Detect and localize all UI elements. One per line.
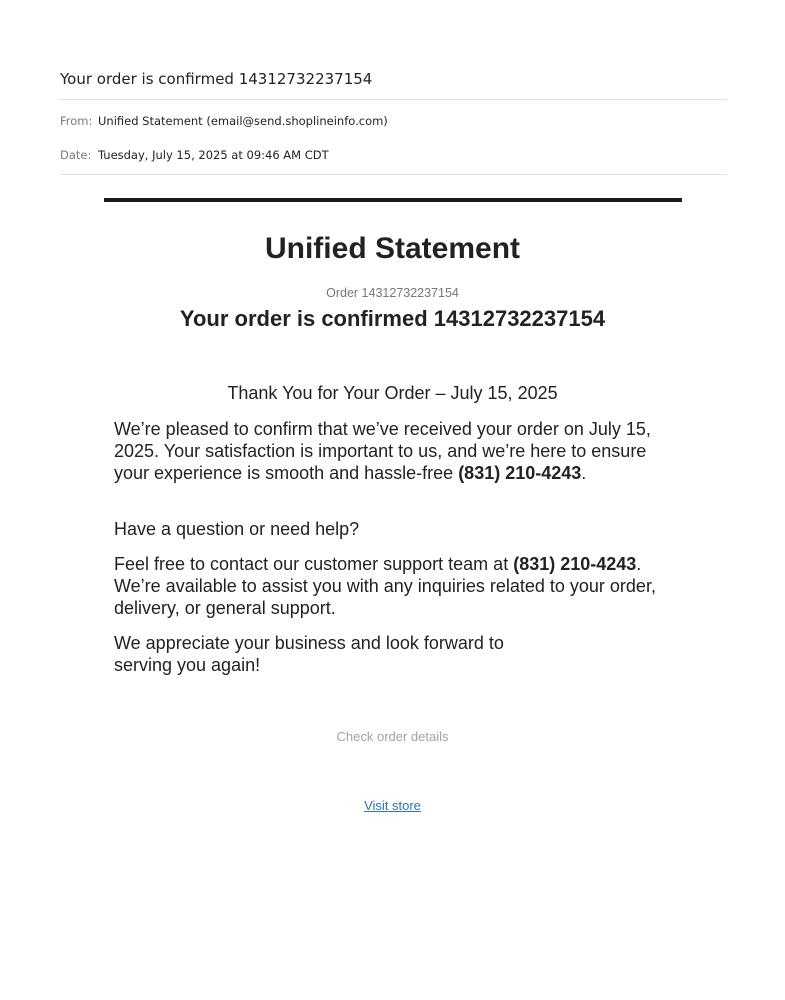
- brand-rule: [104, 198, 682, 202]
- from-value[interactable]: Unified Statement (email@send.shoplineinfo.com): [98, 114, 388, 128]
- header-divider-top: [60, 99, 727, 100]
- phone-number-2: (831) 210-4243: [513, 554, 637, 574]
- confirmation-text: We’re pleased to confirm that we’ve received your order on July 15, 2025. Your satisfaction is important to us, and we’re here to ensure your experience is smooth and hassle-free: [114, 419, 651, 483]
- order-title: Your order is confirmed 14312732237154: [179, 306, 606, 331]
- visit-store-container: [0, 798, 785, 813]
- order-label: Order 14312732237154: [326, 286, 459, 300]
- support-text-end: . We’re available to assist you with any inquiries related to your order, delivery, or general support.: [114, 554, 656, 618]
- check-order-details-button[interactable]: Check order details: [336, 729, 449, 744]
- date-label: Date:: [60, 148, 92, 162]
- date-row: [60, 148, 329, 162]
- paragraph-confirmation: [114, 418, 674, 484]
- thanks-heading: Thank You for Your Order – July 15, 2025: [227, 383, 558, 403]
- paragraph-support: [114, 553, 674, 619]
- paragraph-question: Have a question or need help?: [114, 519, 360, 539]
- visit-store-link[interactable]: Visit store: [364, 798, 421, 813]
- phone-number-1: (831) 210-4243: [458, 463, 582, 483]
- support-text-start: Feel free to contact our customer support team at: [114, 554, 514, 574]
- brand-name: Unified Statement: [264, 232, 521, 265]
- from-row: [60, 114, 388, 128]
- from-label: From:: [60, 114, 93, 128]
- paragraph-appreciation: We appreciate your business and look forward to serving you again!: [114, 633, 504, 675]
- confirmation-end: .: [581, 463, 587, 483]
- date-value: Tuesday, July 15, 2025 at 09:46 AM CDT: [98, 148, 329, 162]
- header-divider-bottom: [60, 174, 727, 175]
- email-subject: Your order is confirmed 14312732237154: [60, 70, 373, 88]
